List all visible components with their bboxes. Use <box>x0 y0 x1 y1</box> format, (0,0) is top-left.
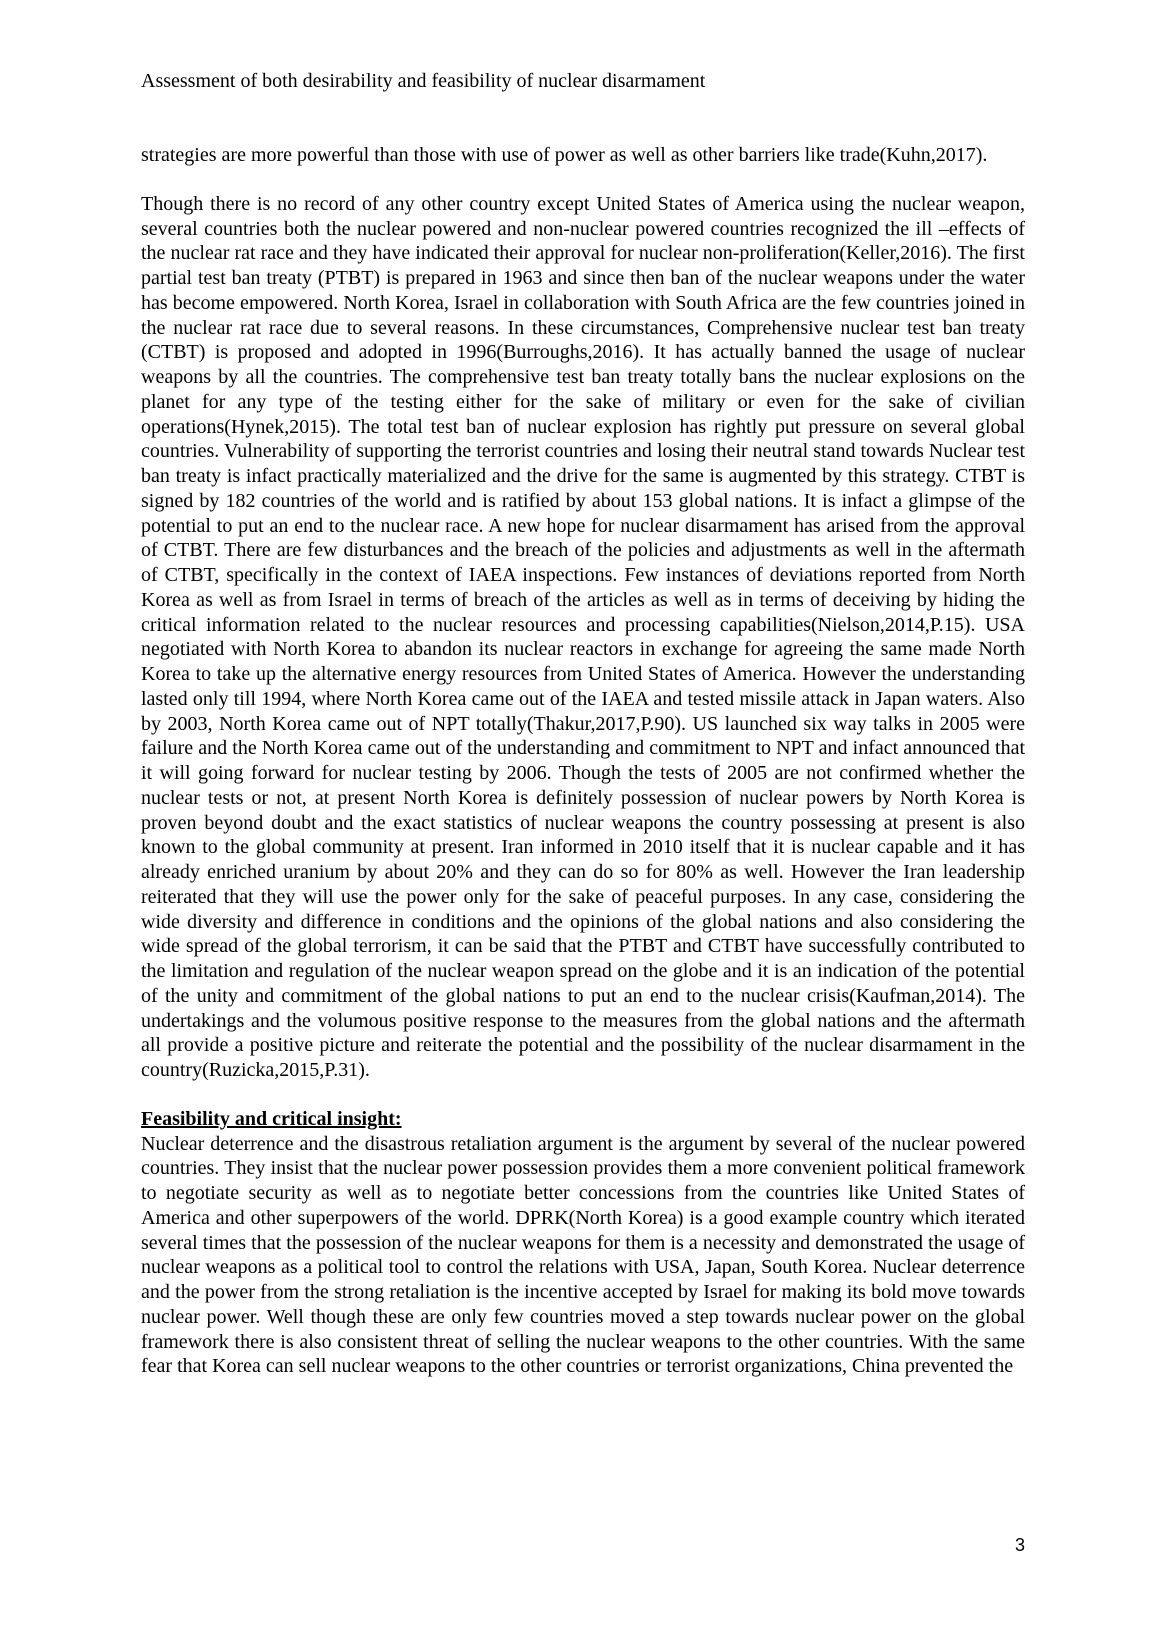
body-paragraph-2: Though there is no record of any other country except United States of America using the nuclear weapon, several countries both the nuclear powered and non-nuclear powered countries recognized the ill –effects of the nuclear rat race and they have indicated their approval for nuclear non-proliferation(Keller,2016). The first partial test ban treaty (PTBT) is prepared in 1963 and since then ban of the nuclear weapons under the water has become empowered. North Korea, Israel in collaboration with South Africa are the few countries joined in the nuclear rat race due to several reasons. In these circumstances, Comprehensive nuclear test ban treaty (CTBT) is proposed and adopted in 1996(Burroughs,2016). It has actually banned the usage of nuclear weapons by all the countries. The comprehensive test ban treaty totally bans the nuclear explosions on the planet for any type of the testing either for the sake of military or even for the sake of civilian operations(Hynek,2015). The total test ban of nuclear explosion has rightly put pressure on several global countries. Vulnerability of supporting the terrorist countries and losing their neutral stand towards Nuclear test ban treaty is infact practically materialized and the drive for the same is augmented by this strategy. CTBT is signed by 182 countries of the world and is ratified by about 153 global nations. It is infact a glimpse of the potential to put an end to the nuclear race. A new hope for nuclear disarmament has arised from the approval of CTBT. There are few disturbances and the breach of the policies and adjustments as well in the aftermath of CTBT, specifically in the context of IAEA inspections. Few instances of deviations reported from North Korea as well as from Israel in terms of breach of the articles as well as in terms of deceiving by hiding the critical information related to the nuclear resources and processing capabilities(Nielson,2014,P.15). USA negotiated with North Korea to abandon its nuclear reactors in exchange for agreeing the same made North Korea to take up the alternative energy resources from United States of America. However the understanding lasted only till 1994, where North Korea came out of the IAEA and tested missile attack in Japan waters. Also by 2003, North Korea came out of NPT totally(Thakur,2017,P.90). US launched six way talks in 2005 were failure and the North Korea came out of the understanding and commitment to NPT and infact announced that it will going forward for nuclear testing by 2006. Though the tests of 2005 are not confirmed whether the nuclear tests or not, at present North Korea is definitely possession of nuclear powers by North Korea is proven beyond doubt and the exact statistics of nuclear weapons the country possessing at present is also known to the global community at present. Iran informed in 2010 itself that it is nuclear capable and it has already enriched uranium by about 20% and they can do so for 80% as well. However the Iran leadership reiterated that they will use the power only for the sake of peaceful purposes. In any case, considering the wide diversity and difference in conditions and the opinions of the global nations and also considering the wide spread of the global terrorism, it can be said that the PTBT and CTBT have successfully contributed to the limitation and regulation of the nuclear weapon spread on the globe and it is an indication of the potential of the unity and commitment of the global nations to put an end to the nuclear crisis(Kaufman,2014). The undertakings and the volumous positive response to the measures from the global nations and the aftermath all provide a positive picture and reiterate the potential and the possibility of the nuclear disarmament in the country(Ruzicka,2015,P.31). <box>141 192 1025 1081</box>
section-paragraph: Nuclear deterrence and the disastrous retaliation argument is the argument by several of the nuclear powered countries. They insist that the nuclear power possession provides them a more convenient political framework to negotiate security as well as to negotiate better concessions from the countries like United States of America and other superpowers of the world. DPRK(North Korea) is a good example country which iterated several times that the possession of the nuclear weapons for them is a necessity and demonstrated the usage of nuclear weapons as a political tool to control the relations with USA, Japan, South Korea. Nuclear deterrence and the power from the strong retaliation is the incentive accepted by Israel for making its bold move towards nuclear power. Well though these are only few countries moved a step towards nuclear power on the global framework there is also consistent threat of selling the nuclear weapons to the other countries. With the same fear that Korea can sell nuclear weapons to the other countries or terrorist organizations, China prevented the <box>141 1132 1025 1378</box>
page-body <box>141 143 1025 1379</box>
running-header: Assessment of both desirability and feasibility of nuclear disarmament <box>141 70 706 92</box>
body-paragraph-1: strategies are more powerful than those with use of power as well as other barriers like trade(Kuhn,2017). <box>141 144 988 166</box>
page-number: 3 <box>1014 1535 1025 1555</box>
section-heading: Feasibility and critical insight: <box>141 1107 402 1130</box>
